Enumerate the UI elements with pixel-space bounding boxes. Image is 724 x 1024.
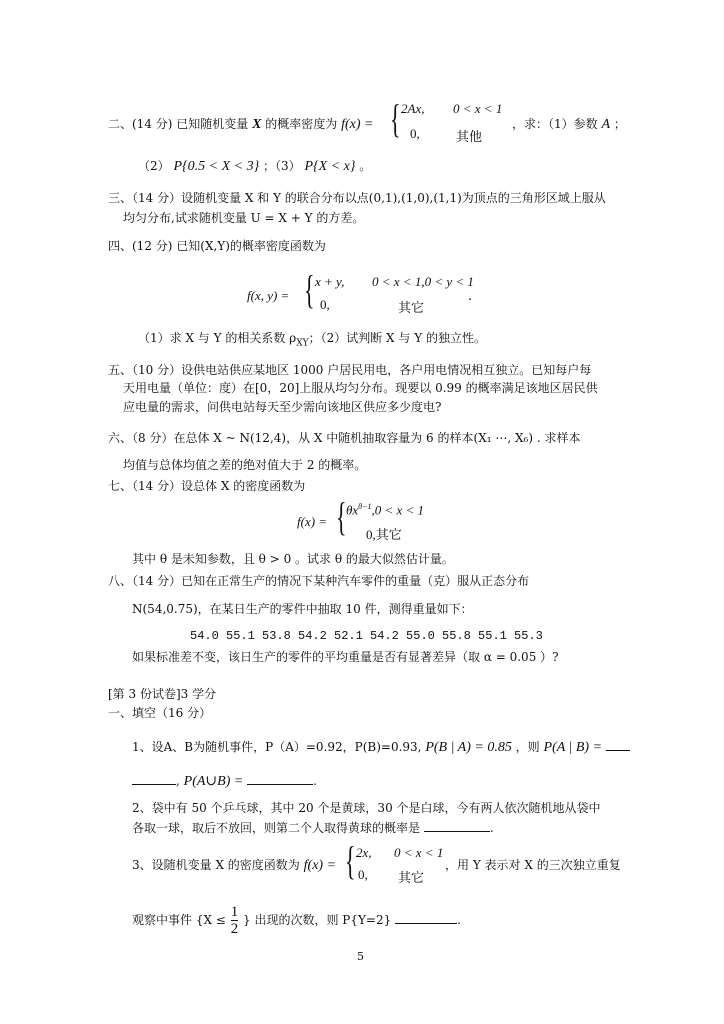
q4-case1-expr: x + y, bbox=[315, 274, 345, 289]
q7-fx: f(x) = bbox=[297, 514, 328, 529]
q5-line1: 五、（10 分）设供电站供应某地区 1000 户居民用电，各户用电情况相互独立。已知每户每 bbox=[108, 363, 592, 377]
f1-blank-c[interactable] bbox=[247, 772, 313, 785]
f2-line2: 各取一球，取后不放回，则第二个人取得黄球的概率是 . bbox=[132, 821, 494, 835]
f3-line1: 3、设随机变量 X 的密度函数为 f(x) = bbox=[132, 858, 337, 873]
f1-line2: , P(A∪B) = . bbox=[132, 772, 317, 790]
f3-blank[interactable] bbox=[395, 911, 457, 924]
q8-values: 54.0 55.1 53.8 54.2 52.1 54.2 55.0 55.8 55.1 55.3 bbox=[190, 629, 543, 643]
f2-blank[interactable] bbox=[424, 819, 490, 832]
q3-line1: 三、（14 分）设随机变量 X 和 Y 的联合分布以点(0,1),(1,0),(1,1)为顶点的三角形区域上服从 bbox=[108, 191, 606, 205]
f3-case2-cond: 其它 bbox=[398, 871, 425, 886]
f3-brace: { bbox=[345, 838, 356, 883]
f3-fraction: $\frac{1}{2}$ bbox=[230, 904, 239, 937]
q2-line2: （2） P{0.5 < X < 3} ；（3） P{X < x} 。 bbox=[138, 159, 372, 174]
q6-line1: 六、（8 分）在总体 X ~ N(12,4)，从 X 中随机抽取容量为 6 的样本(X₁ ⋯, X₆) . 求样本 bbox=[108, 431, 581, 445]
q2-brace: { bbox=[390, 96, 401, 141]
q2-ask: ，求：（1）参数 A ； bbox=[512, 117, 626, 132]
q2-case2-cond: 其他 bbox=[456, 130, 483, 145]
f3-case1-expr: 2x, bbox=[356, 845, 372, 860]
q2-case1-expr: 2Ax, bbox=[401, 101, 425, 116]
q8-line3: 如果标准差不变，该日生产的零件的平均重量是否有显著差异（取 α = 0.05 ）? bbox=[132, 650, 559, 664]
q4-dot: . bbox=[468, 289, 473, 304]
f1-blank-a[interactable] bbox=[606, 738, 630, 751]
q6-line2: 均值与总体均值之差的绝对值大于 2 的概率。 bbox=[123, 458, 367, 472]
f3-case2-expr: 0, bbox=[358, 867, 368, 882]
f1-line1: 1、设A、B为随机事件，P（A）=0.92，P(B)=0.93, P(B | A) = 0.85 ，则 P(A | B) = bbox=[132, 738, 630, 756]
q3-line2: 均匀分布,试求随机变量 U = X + Y 的方差。 bbox=[123, 211, 365, 225]
q7-case2: 0,其它 bbox=[366, 527, 402, 542]
q2-case1-cond: 0 < x < 1 bbox=[453, 101, 503, 116]
f2-line1: 2、袋中有 50 个乒乓球，其中 20 个是黄球，30 个是白球，今有两人依次随机地从袋中 bbox=[132, 801, 601, 815]
q4-brace: { bbox=[304, 267, 315, 312]
q8-line2: N(54,0.75)，在某日生产的零件中抽取 10 件，测得重量如下： bbox=[132, 602, 473, 616]
f3-line2: 观察中事件 {X ≤ $\frac{1}{2}$ } 出现的次数，则 P{Y=2} . bbox=[132, 904, 461, 937]
q5-line3: 应电量的需求，问供电站每天至少需向该地区供应多少度电? bbox=[123, 400, 442, 414]
q4-line2: （1）求 X 与 Y 的相关系数 $\rho_{XY}$；（2）试判断 X 与 Y 的独立性。 bbox=[138, 331, 486, 349]
q7-case1: $\theta x^{\theta-1},0 < x < 1$ bbox=[346, 502, 425, 518]
q8-line1: 八、（14 分）已知在正常生产的情况下某种汽车零件的重量（克）服从正态分布 bbox=[108, 574, 530, 588]
q5-line2: 天用电量（单位：度）在[0，20]上服从均匀分布。现要以 0.99 的概率满足该地区居民供 bbox=[123, 381, 598, 395]
q4-case1-cond: 0 < x < 1,0 < y < 1 bbox=[372, 274, 474, 289]
q4-fx: f(x, y) = bbox=[247, 288, 290, 303]
f1-blank-b[interactable] bbox=[132, 772, 176, 785]
q4-case2-expr: 0, bbox=[320, 297, 330, 312]
page-number: 5 bbox=[357, 950, 364, 963]
q7-brace: { bbox=[336, 494, 347, 539]
q2-case2-expr: 0, bbox=[410, 126, 420, 141]
f3-case1-cond: 0 < x < 1 bbox=[394, 845, 444, 860]
q4-case2-cond: 其它 bbox=[398, 301, 425, 316]
f3-after: ，用 Y 表示对 X 的三次独立重复 bbox=[445, 858, 621, 872]
q7-line1: 七、（14 分）设总体 X 的密度函数为 bbox=[108, 479, 306, 493]
fill-title: 一、填空（16 分） bbox=[108, 706, 212, 720]
section-header: [第 3 份试卷]3 学分 bbox=[108, 687, 217, 701]
q7-line2: 其中 θ 是未知参数，且 θ > 0 。试求 θ 的最大似然估计量。 bbox=[132, 552, 454, 566]
q2-line1: 二、(14 分) 已知随机变量 X 的概率密度为 f(x) = bbox=[108, 117, 374, 132]
q4-line1: 四、(12 分) 已知(X,Y)的概率密度函数为 bbox=[108, 239, 326, 253]
